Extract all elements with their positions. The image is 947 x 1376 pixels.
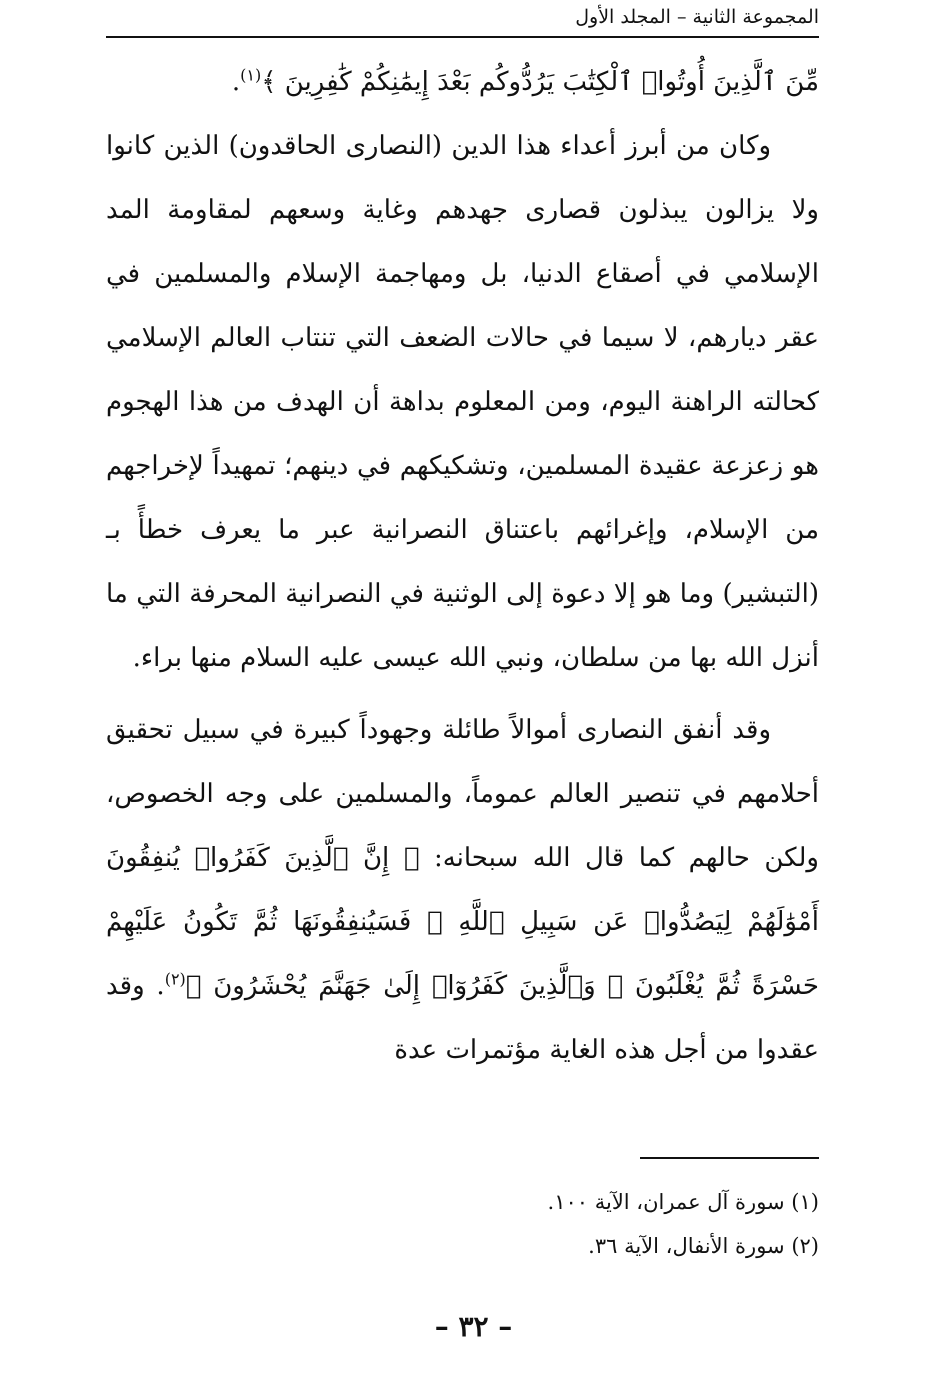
quote-end-period: . (231, 67, 241, 97)
footnote-2: (٢) سورة الأنفال، الآية ٣٦. (588, 1234, 819, 1258)
footnotes (106, 1180, 819, 1268)
quran-verse-end: مِّنَ ٱلَّذِينَ أُوتُوا۟ ٱلْكِتَٰبَ يَرُدُّوكُم بَعْدَ إِيمَٰنِكُمْ كَٰفِرِينَ ﴾ (261, 67, 819, 97)
paragraph-2-tail: . وقد عقدوا من أجل هذه الغاية مؤتمرات عدة (106, 971, 819, 1065)
body-text (106, 50, 819, 1082)
header-rule (106, 36, 819, 38)
footnote-ref-1: (١) (240, 65, 262, 85)
paragraph-1: وكان من أبرز أعداء هذا الدين (النصارى الحاقدون) الذين كانوا ولا يزالون يبذلون قصارى جهدهم وغاية وسعهم لمقاومة المد الإسلامي في أصقاع الدنيا، بل ومهاجمة الإسلام والمسلمين في عقر ديارهم، لا سيما في حالات الضعف التي تنتاب العالم الإسلامي كحالته الراهنة اليوم، ومن المعلوم بداهة أن الهدف من هذا الهجوم هو زعزعة عقيدة المسلمين، وتشكيكهم في دينهم؛ تمهيداً لإخراجهم من الإسلام، وإغرائهم باعتناق النصرانية عبر ما يعرف خطأً بـ (التبشير) وما هو إلا دعوة إلى الوثنية في النصرانية المحرفة التي ما أنزل الله بها من سلطان، ونبي الله عيسى عليه السلام منها براء. (106, 131, 819, 673)
running-header: المجموعة الثانية – المجلد الأول (575, 6, 819, 28)
paragraph-2 (106, 698, 819, 1082)
page-number: – ٣٢ – (434, 1310, 513, 1343)
quote-continuation (106, 50, 819, 114)
paragraph-2-intro: وقد أنفق النصارى أموالاً طائلة وجهوداً كبيرة في سبيل تحقيق أحلامهم في تنصير العالم عموماً، والمسلمين على وجه الخصوص، ولكن حالهم كما قال الله سبحانه: (106, 715, 819, 873)
footnote-1: (١) سورة آل عمران، الآية ١٠٠. (547, 1190, 819, 1214)
quran-verse-anfal: ﴿ إِنَّ ٱلَّذِينَ كَفَرُوا۟ يُنفِقُونَ أَمْوَٰلَهُمْ لِيَصُدُّوا۟ عَن سَبِيلِ ٱللَّهِ ۚ فَسَيُنفِقُونَهَا ثُمَّ تَكُونُ عَلَيْهِمْ حَسْرَةً ثُمَّ يُغْلَبُونَ ۗ وَٱلَّذِينَ كَفَرُوٓا۟ إِلَىٰ جَهَنَّمَ يُحْشَرُونَ ﴾ (106, 843, 819, 1001)
footnote-rule (640, 1157, 819, 1159)
footnote-ref-2: (٢) (164, 969, 186, 989)
